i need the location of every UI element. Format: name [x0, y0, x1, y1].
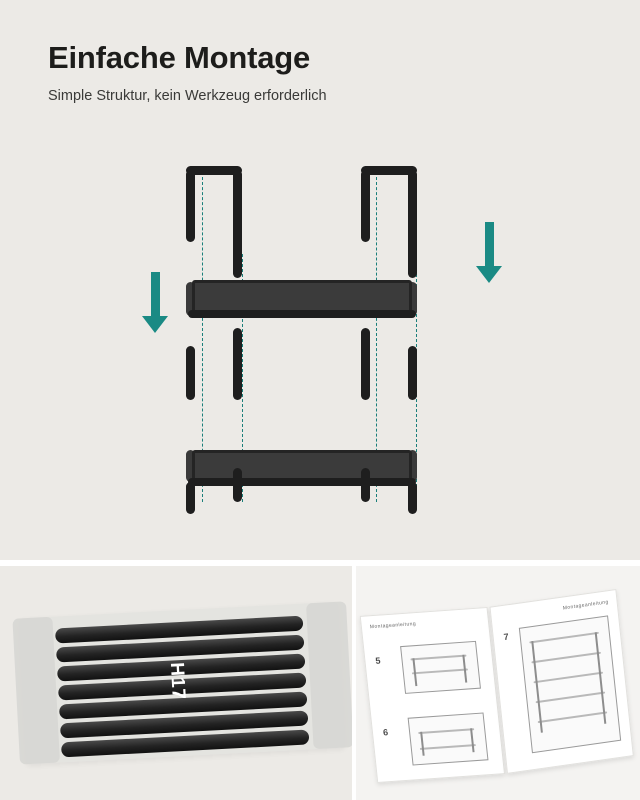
manual-diagram-step7	[519, 615, 621, 753]
parts-bundle-photo	[0, 566, 352, 800]
top-post-right-vertical	[361, 170, 370, 242]
plastic-wrap	[18, 602, 345, 765]
manual-step-number: 7	[503, 631, 510, 643]
part-code-label: H17	[165, 661, 189, 701]
manual-page-right	[489, 589, 633, 774]
manual-diagram-step5	[400, 641, 481, 694]
page-subtitle: Simple Struktur, kein Werkzeug erforderlich	[48, 88, 327, 104]
top-post-right-inner-vertical	[408, 170, 417, 278]
middle-leg-4	[408, 346, 417, 400]
upper-shelf-front-rail	[188, 310, 416, 318]
manual-step-number: 6	[382, 727, 389, 738]
middle-leg-2	[233, 328, 242, 400]
foot-right-front	[408, 482, 417, 514]
instruction-manual-photo	[356, 566, 640, 800]
foot-left-back	[233, 468, 242, 502]
manual-booklet	[360, 591, 638, 785]
top-post-left-inner-vertical	[233, 170, 242, 278]
shoe-rack-illustration	[150, 150, 480, 540]
manual-step-number: 5	[374, 655, 382, 666]
lower-shelf-front-rail	[188, 478, 416, 486]
assembly-arrow-left	[142, 272, 168, 334]
plastic-wrap-end-right	[306, 601, 352, 749]
manual-page-left	[360, 607, 505, 783]
foot-left-front	[186, 482, 195, 514]
middle-leg-3	[361, 328, 370, 400]
manual-page-right-header: Montageanleitung	[562, 599, 609, 612]
top-post-left-vertical	[186, 170, 195, 242]
manual-page-left-header: Montageanleitung	[369, 621, 417, 631]
plastic-wrap-end-left	[12, 617, 60, 765]
page-title: Einfache Montage	[48, 40, 311, 75]
manual-diagram-step6	[408, 712, 489, 765]
middle-leg-1	[186, 346, 195, 400]
assembly-arrow-right	[476, 222, 502, 284]
foot-right-back	[361, 468, 370, 502]
